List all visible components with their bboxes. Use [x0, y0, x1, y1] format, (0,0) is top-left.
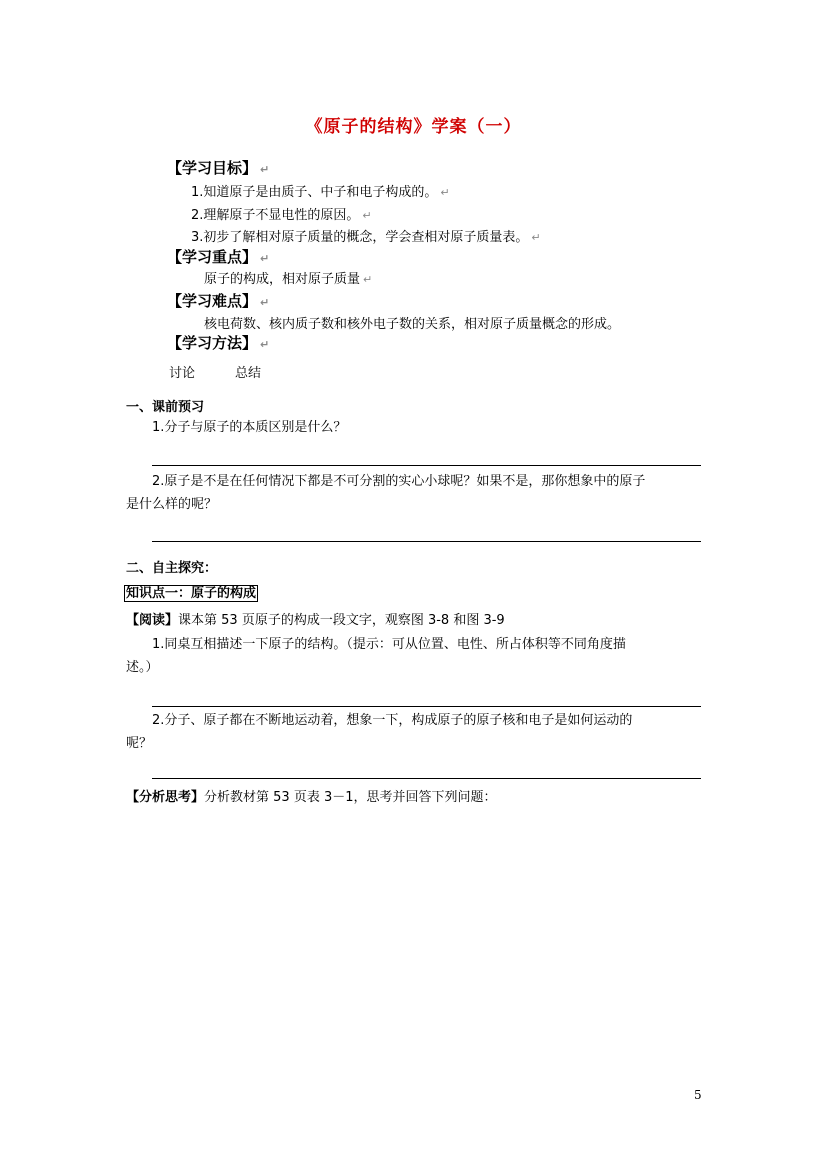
analysis-text: 分析教材第 53 页表 3－1，思考并回答下列问题：	[204, 790, 497, 805]
read-instruction	[126, 609, 505, 628]
method-heading	[167, 332, 269, 353]
goal-item-2	[191, 204, 372, 223]
page-number: 5	[694, 1088, 702, 1102]
goal-item-1	[191, 181, 450, 200]
page-title: 《原子的结构》学案（一）	[305, 117, 522, 137]
difficulty-heading	[167, 290, 269, 311]
return-mark: ↵	[260, 338, 270, 351]
goal-item-text: 1.知道原子是由质子、中子和电子构成的。	[191, 185, 438, 200]
preview-question-1: 1.分子与原子的本质区别是什么？	[152, 420, 347, 435]
method-item-discuss: 讨论	[169, 366, 196, 381]
focus-text	[204, 268, 372, 287]
goals-heading-text: 【学习目标】	[167, 159, 258, 177]
method-item-summary: 总结	[235, 366, 262, 381]
answer-line	[152, 778, 701, 779]
return-mark: ↵	[531, 231, 541, 244]
analysis-instruction	[126, 786, 497, 805]
goal-item-text: 3.初步了解相对原子质量的概念，学会查相对原子质量表。	[191, 230, 529, 245]
analysis-label: 【分析思考】	[126, 790, 205, 805]
knowledge-point-label: 知识点一：原子的构成	[126, 586, 257, 601]
method-heading-text: 【学习方法】	[167, 334, 258, 352]
answer-line	[152, 706, 701, 707]
read-text: 课本第 53 页原子的构成一段文字，观察图 3-8 和图 3-9	[178, 613, 505, 628]
return-mark: ↵	[440, 186, 450, 199]
return-mark: ↵	[260, 296, 270, 309]
answer-line	[152, 541, 701, 542]
goal-item-text: 2.理解原子不显电性的原因。	[191, 208, 360, 223]
return-mark: ↵	[363, 273, 373, 286]
return-mark: ↵	[362, 209, 372, 222]
preview-question-2-line-2: 是什么样的呢？	[126, 497, 218, 512]
explore-heading: 二、自主探究：	[126, 561, 218, 576]
focus-text-content: 原子的构成，相对原子质量	[204, 272, 361, 287]
return-mark: ↵	[260, 252, 270, 265]
read-label: 【阅读】	[126, 613, 179, 628]
focus-heading	[167, 246, 269, 267]
return-mark: ↵	[260, 163, 270, 176]
preview-heading: 一、课前预习	[126, 400, 205, 415]
difficulty-heading-text: 【学习难点】	[167, 292, 258, 310]
focus-heading-text: 【学习重点】	[167, 248, 258, 266]
explore-question-2-line-2: 呢？	[126, 736, 153, 751]
explore-question-1-line-1: 1.同桌互相描述一下原子的结构。（提示：可从位置、电性、所占体积等不同角度描	[152, 637, 626, 652]
goal-item-3	[191, 226, 541, 245]
preview-question-2-line-1: 2.原子是不是在任何情况下都是不可分割的实心小球呢？如果不是，那你想象中的原子	[152, 474, 646, 489]
goals-heading	[167, 157, 269, 178]
answer-line	[152, 465, 701, 466]
explore-question-2-line-1: 2.分子、原子都在不断地运动着，想象一下，构成原子的原子核和电子是如何运动的	[152, 713, 633, 728]
difficulty-text: 核电荷数、核内质子数和核外电子数的关系，相对原子质量概念的形成。	[204, 317, 621, 332]
knowledge-point-box	[124, 582, 258, 601]
explore-question-1-line-2: 述。）	[126, 660, 159, 675]
